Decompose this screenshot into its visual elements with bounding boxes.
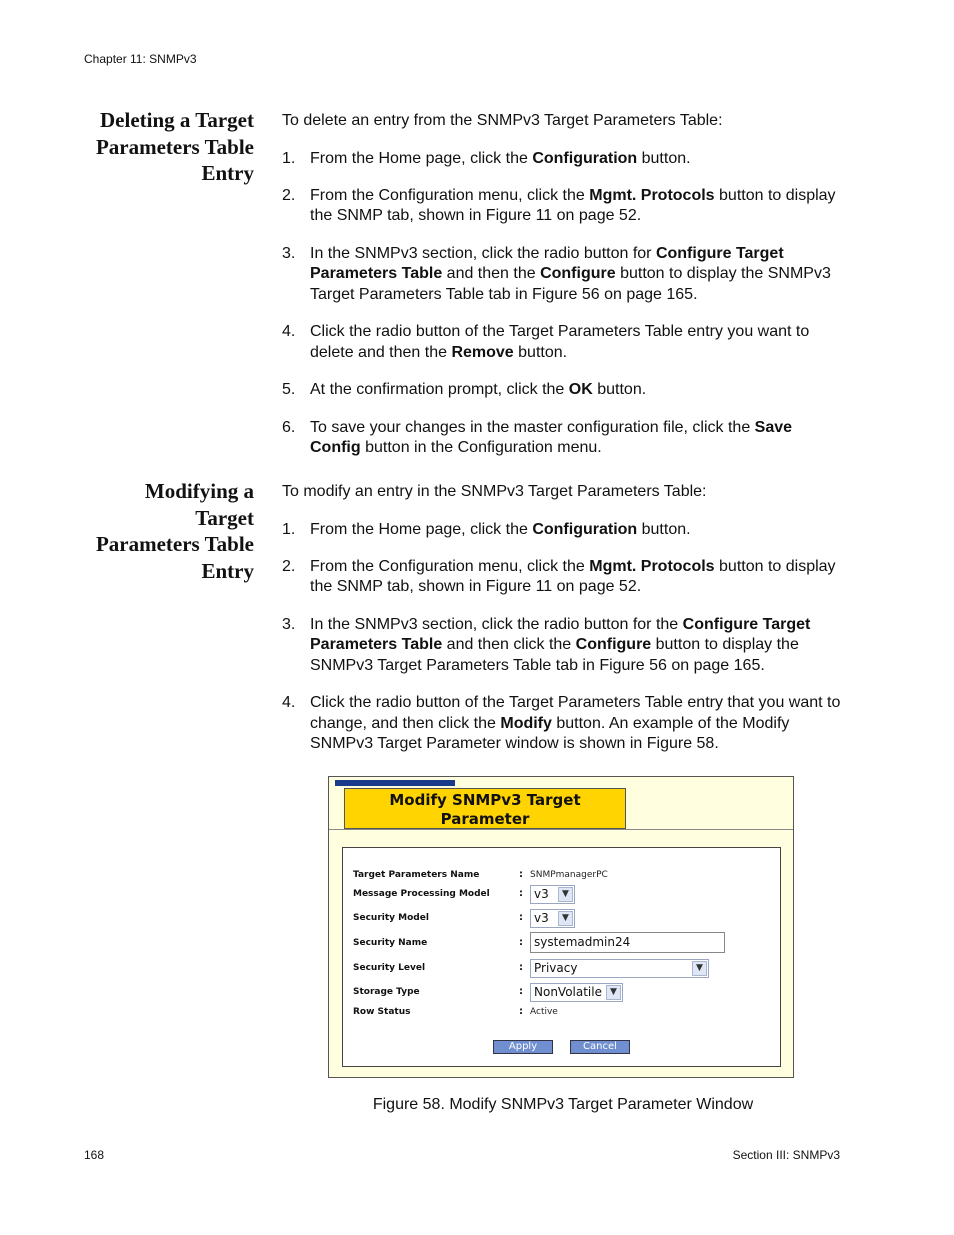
- window-title-line: Modify SNMPv3 Target: [389, 791, 581, 809]
- heading-line: Deleting a Target: [100, 108, 254, 132]
- figure-caption: Figure 58. Modify SNMPv3 Target Parameter Window: [372, 1096, 754, 1113]
- field-label: Message Processing Model: [353, 889, 490, 899]
- steps-list: [282, 149, 844, 459]
- row-security-level: [353, 957, 773, 979]
- select-value: NonVolatile: [534, 985, 602, 999]
- step-text: button. An example of the Modify SNMPv3 Target Parameter window is shown in Figure 58.: [310, 714, 790, 752]
- section-heading-modifying: [70, 478, 254, 584]
- step-text: Click the radio button of the Target Parameters Table entry that you want to change, and then click the: [310, 694, 841, 732]
- step-number: 6.: [282, 418, 296, 436]
- colon: :: [519, 888, 523, 899]
- row-security-model: [353, 907, 773, 929]
- field-label: Storage Type: [353, 987, 420, 997]
- field-label: Target Parameters Name: [353, 870, 480, 880]
- divider: [329, 829, 793, 830]
- mp-model-select[interactable]: [530, 885, 575, 904]
- window-title: [344, 788, 626, 829]
- row-message-processing-model: [353, 883, 773, 905]
- step-text: From the Configuration menu, click the: [310, 558, 590, 576]
- ui-term: OK: [568, 381, 593, 399]
- step-item: [282, 380, 844, 400]
- step-text: button.: [592, 381, 647, 399]
- steps-list: [282, 520, 844, 755]
- step-text: button in the Configuration menu.: [360, 439, 602, 457]
- chevron-down-icon[interactable]: ▼: [558, 887, 573, 902]
- colon: :: [519, 962, 523, 973]
- step-text: button.: [637, 520, 691, 538]
- step-text: In the SNMPv3 section, click the radio button for: [310, 245, 656, 263]
- step-number: 5.: [282, 381, 296, 399]
- step-number: 2.: [282, 187, 296, 205]
- chevron-down-icon[interactable]: ▼: [606, 985, 621, 1000]
- step-item: [282, 418, 844, 459]
- security-name-input[interactable]: systemadmin24: [530, 932, 725, 953]
- step-text: Click the radio button of the Target Parameters Table entry you want to delete and then the: [310, 323, 810, 361]
- step-text: and then click the: [442, 636, 576, 654]
- select-value: Privacy: [534, 961, 578, 975]
- ui-term: Remove: [451, 343, 514, 361]
- step-text: button to display the SNMP tab, shown in Figure 11 on page 52.: [310, 187, 836, 225]
- chevron-down-icon[interactable]: ▼: [558, 911, 573, 926]
- tab-indicator: [335, 780, 455, 786]
- step-text: and then the: [442, 265, 541, 283]
- step-item: [282, 693, 844, 754]
- storage-type-select[interactable]: [530, 983, 623, 1002]
- step-number: 1.: [282, 149, 296, 167]
- heading-line: Target: [195, 505, 254, 530]
- section-body-modifying: [282, 482, 844, 754]
- step-text: button.: [637, 149, 691, 167]
- section-footer: Section III: SNMPv3: [732, 1148, 840, 1162]
- step-text: In the SNMPv3 section, click the radio button for the: [310, 616, 683, 634]
- intro-text: To delete an entry from the SNMPv3 Target Parameters Table:: [282, 112, 723, 129]
- ui-term: Modify: [500, 714, 552, 732]
- security-level-select[interactable]: [530, 959, 709, 978]
- step-item: [282, 520, 844, 540]
- select-value: v3: [534, 911, 549, 925]
- step-text: button to display the SNMPv3 Target Parameters Table tab in Figure 56 on page 165.: [310, 265, 831, 303]
- step-text: At the confirmation prompt, click the: [310, 381, 569, 399]
- step-text: From the Home page, click the: [310, 149, 533, 167]
- section-heading-deleting: [70, 107, 254, 187]
- ui-term: Mgmt. Protocols: [589, 558, 715, 576]
- ui-term: Mgmt. Protocols: [589, 187, 715, 205]
- section-body-deleting: [282, 111, 844, 458]
- window-title-line: Parameter: [440, 810, 530, 828]
- heading-line: Entry: [201, 558, 254, 583]
- ui-term: Configure Target Parameters Table: [310, 245, 784, 283]
- step-number: 4.: [282, 323, 296, 341]
- colon: :: [519, 869, 523, 880]
- colon: :: [519, 986, 523, 997]
- step-text: button to display the SNMPv3 Target Parameters Table tab in Figure 56 on page 165.: [310, 636, 799, 674]
- step-item: [282, 186, 844, 227]
- intro-text: To modify an entry in the SNMPv3 Target Parameters Table:: [282, 483, 707, 500]
- step-item: [282, 149, 844, 169]
- step-number: 4.: [282, 694, 296, 712]
- row-status-value: Active: [530, 1007, 558, 1017]
- page-number: 168: [84, 1148, 105, 1162]
- step-item: [282, 615, 844, 676]
- ui-term: Save Config: [310, 418, 793, 457]
- step-text: From the Home page, click the: [310, 520, 533, 538]
- field-label: Row Status: [353, 1007, 411, 1017]
- ui-term: Configure: [540, 265, 616, 283]
- ui-term: Configuration: [532, 520, 638, 538]
- step-number: 2.: [282, 558, 296, 576]
- colon: :: [519, 937, 523, 948]
- step-item: [282, 244, 844, 305]
- select-value: v3: [534, 887, 549, 901]
- step-item: [282, 557, 844, 598]
- ui-term: Configuration: [532, 149, 638, 167]
- ui-term: Configure: [575, 636, 652, 654]
- row-security-name: [353, 932, 773, 954]
- step-number: 3.: [282, 245, 296, 263]
- parameter-form: [342, 847, 781, 1067]
- step-text: button.: [513, 343, 568, 361]
- heading-line: Entry: [201, 161, 254, 185]
- step-number: 1.: [282, 520, 296, 538]
- step-text: From the Configuration menu, click the: [310, 187, 590, 205]
- step-item: [282, 322, 844, 363]
- step-text: button to display the SNMP tab, shown in Figure 11 on page 52.: [310, 558, 836, 596]
- cancel-button[interactable]: Cancel: [570, 1040, 630, 1054]
- modify-target-parameter-window: [328, 776, 794, 1078]
- step-number: 3.: [282, 616, 296, 634]
- chapter-header: Chapter 11: SNMPv3: [84, 52, 197, 66]
- row-storage-type: [353, 981, 773, 1003]
- colon: :: [519, 1006, 523, 1017]
- field-label: Security Model: [353, 913, 429, 923]
- heading-line: Parameters Table: [95, 134, 254, 159]
- field-label: Security Name: [353, 938, 428, 948]
- target-name-value: SNMPmanagerPC: [530, 870, 608, 880]
- row-row-status: [353, 1001, 773, 1023]
- heading-line: Modifying a: [144, 479, 254, 503]
- ui-term: Configure Target Parameters Table: [310, 616, 811, 654]
- step-text: To save your changes in the master configuration file, click the: [310, 418, 755, 436]
- security-model-select[interactable]: [530, 909, 575, 928]
- apply-button[interactable]: Apply: [493, 1040, 553, 1054]
- colon: :: [519, 912, 523, 923]
- chevron-down-icon[interactable]: ▼: [692, 961, 707, 976]
- heading-line: Parameters Table: [95, 532, 254, 556]
- field-label: Security Level: [353, 963, 426, 973]
